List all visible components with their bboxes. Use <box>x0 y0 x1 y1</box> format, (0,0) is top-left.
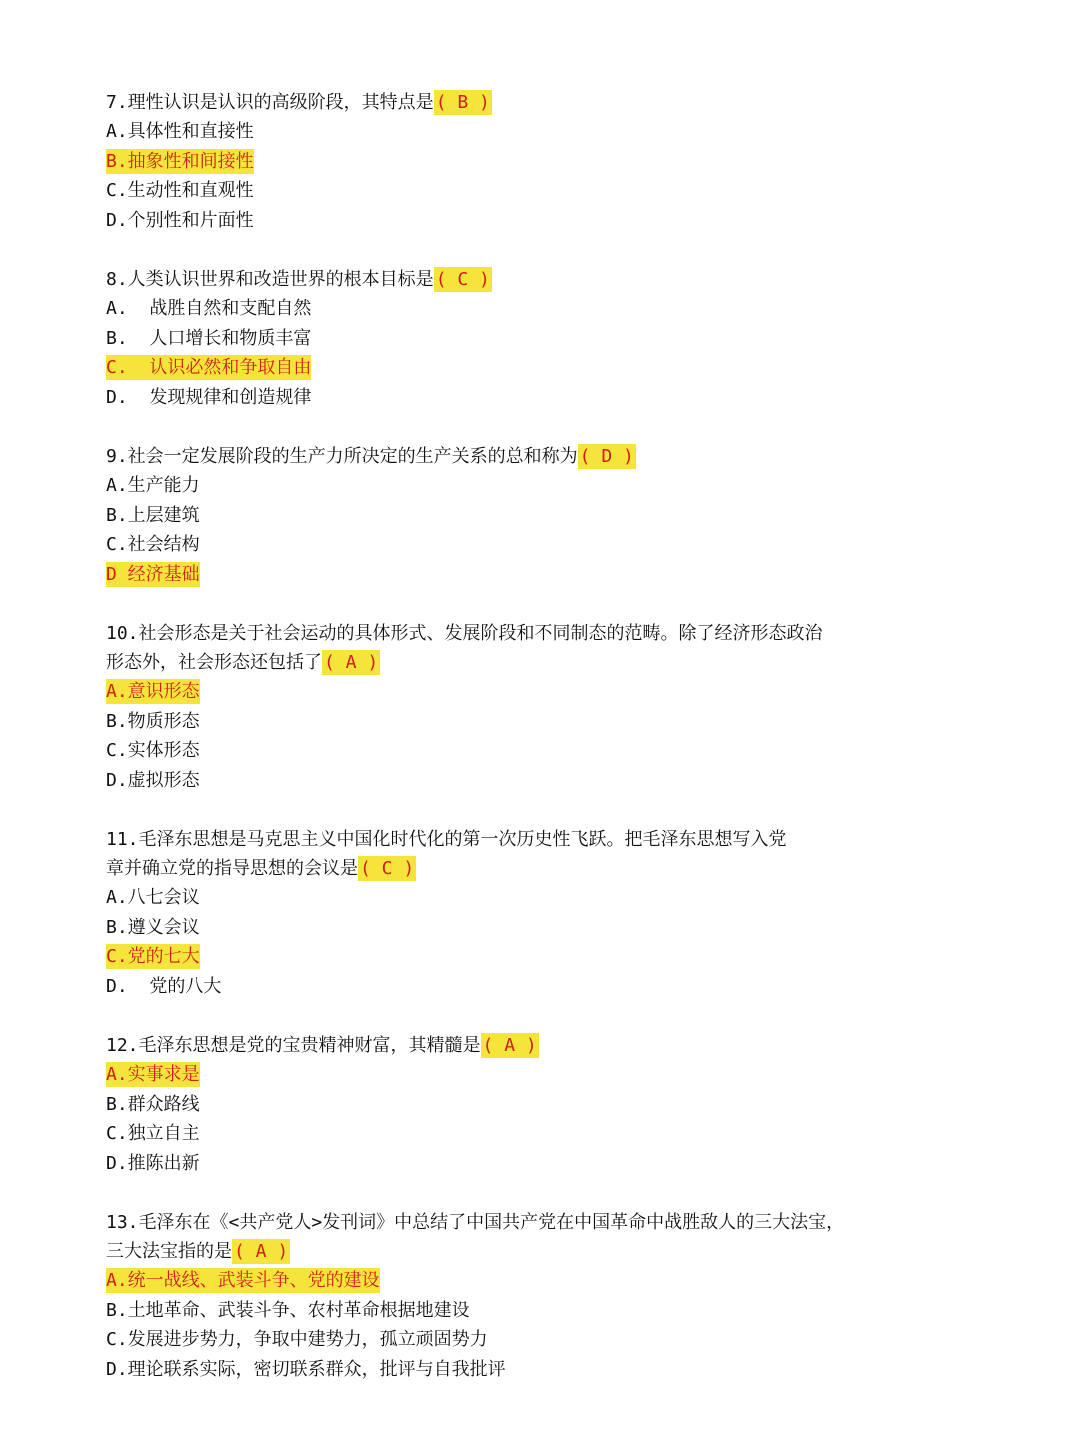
question-block <box>106 88 926 235</box>
option-text: A.实事求是 <box>106 1064 200 1085</box>
question-block <box>106 1208 926 1384</box>
option <box>106 294 926 324</box>
question-block <box>106 825 926 1001</box>
question-stem-text: 7.理性认识是认识的高级阶段，其特点是 <box>106 92 434 113</box>
question-stem <box>106 1031 926 1060</box>
option-text: C.实体形态 <box>106 740 200 761</box>
question-stem <box>106 442 926 471</box>
question-stem-text: 12.毛泽东思想是党的宝贵精神财富，其精髓是 <box>106 1035 481 1056</box>
answer-highlight: ( C ) <box>360 858 415 879</box>
correct-option <box>106 353 926 383</box>
question-stem-text: 11.毛泽东思想是马克思主义中国化时代化的第一次历史性飞跃。把毛泽东思想写入党 <box>106 829 787 850</box>
question-stem-text: 三大法宝指的是 <box>106 1241 232 1262</box>
question-stem <box>106 619 926 648</box>
option-text: B.群众路线 <box>106 1093 200 1115</box>
answer-highlight: ( B ) <box>435 92 490 113</box>
option-text: A.具体性和直接性 <box>106 121 254 142</box>
question-block <box>106 442 926 589</box>
option <box>106 913 926 943</box>
option-text: C.党的七大 <box>106 946 200 967</box>
correct-option <box>106 560 926 590</box>
option-text: B.物质形态 <box>106 710 200 732</box>
option <box>106 324 926 354</box>
question-stem <box>106 88 926 117</box>
question-block <box>106 265 926 412</box>
option <box>106 1296 926 1326</box>
option <box>106 1090 926 1120</box>
option <box>106 766 926 796</box>
option-text: B.遵义会议 <box>106 916 200 938</box>
option-text: D 经济基础 <box>106 563 200 585</box>
option <box>106 972 926 1002</box>
answer-highlight: ( C ) <box>435 269 490 290</box>
question-block <box>106 1031 926 1178</box>
question-stem <box>106 648 926 677</box>
option <box>106 736 926 766</box>
option <box>106 530 926 560</box>
option-text: A. 战胜自然和支配自然 <box>106 298 312 319</box>
option-text: B.上层建筑 <box>106 504 200 526</box>
answer-highlight: ( D ) <box>579 446 634 467</box>
question-list <box>106 88 926 1414</box>
option <box>106 1355 926 1385</box>
answer-highlight: ( A ) <box>234 1241 289 1262</box>
option-text: D.个别性和片面性 <box>106 209 254 231</box>
question-stem-text: 9.社会一定发展阶段的生产力所决定的生产关系的总和称为 <box>106 446 578 467</box>
question-stem-text: 10.社会形态是关于社会运动的具体形式、发展阶段和不同制态的范畴。除了经济形态政治 <box>106 623 823 644</box>
option-text: A.统一战线、武装斗争、党的建设 <box>106 1270 380 1291</box>
option <box>106 206 926 236</box>
option-text: C.独立自主 <box>106 1123 200 1144</box>
option-text: C.社会结构 <box>106 534 200 555</box>
answer-highlight: ( A ) <box>482 1035 537 1056</box>
question-stem <box>106 825 926 854</box>
question-stem-text: 8.人类认识世界和改造世界的根本目标是 <box>106 269 434 290</box>
option-text: A.意识形态 <box>106 681 200 702</box>
option <box>106 117 926 147</box>
option <box>106 176 926 206</box>
option <box>106 1119 926 1149</box>
option <box>106 471 926 501</box>
option-text: D. 党的八大 <box>106 975 222 997</box>
option-text: A.生产能力 <box>106 475 200 496</box>
answer-highlight: ( A ) <box>324 652 379 673</box>
question-stem <box>106 1208 926 1237</box>
question-stem <box>106 854 926 883</box>
option-text: D.虚拟形态 <box>106 769 200 791</box>
question-stem-text: 13.毛泽东在《<共产党人>发刊词》中总结了中国共产党在中国革命中战胜敌人的三大法宝， <box>106 1212 845 1233</box>
option <box>106 707 926 737</box>
option-text: C. 认识必然和争取自由 <box>106 357 312 378</box>
question-stem-text: 章并确立党的指导思想的会议是 <box>106 858 358 879</box>
correct-option <box>106 942 926 972</box>
option <box>106 383 926 413</box>
question-stem <box>106 265 926 294</box>
question-stem-text: 形态外，社会形态还包括了 <box>106 652 322 673</box>
option-text: B.抽象性和间接性 <box>106 150 254 172</box>
correct-option <box>106 677 926 707</box>
option-text: B.土地革命、武装斗争、农村革命根据地建设 <box>106 1299 470 1321</box>
correct-option <box>106 1060 926 1090</box>
option <box>106 1149 926 1179</box>
option <box>106 883 926 913</box>
option-text: A.八七会议 <box>106 887 200 908</box>
option-text: C.生动性和直观性 <box>106 180 254 201</box>
option-text: D.推陈出新 <box>106 1152 200 1174</box>
option-text: D. 发现规律和创造规律 <box>106 386 312 408</box>
option <box>106 1325 926 1355</box>
question-stem <box>106 1237 926 1266</box>
option-text: B. 人口增长和物质丰富 <box>106 327 312 349</box>
option <box>106 501 926 531</box>
option-text: D.理论联系实际，密切联系群众，批评与自我批评 <box>106 1358 506 1380</box>
correct-option <box>106 1266 926 1296</box>
correct-option <box>106 147 926 177</box>
question-block <box>106 619 926 795</box>
option-text: C.发展进步势力，争取中建势力，孤立顽固势力 <box>106 1329 488 1350</box>
